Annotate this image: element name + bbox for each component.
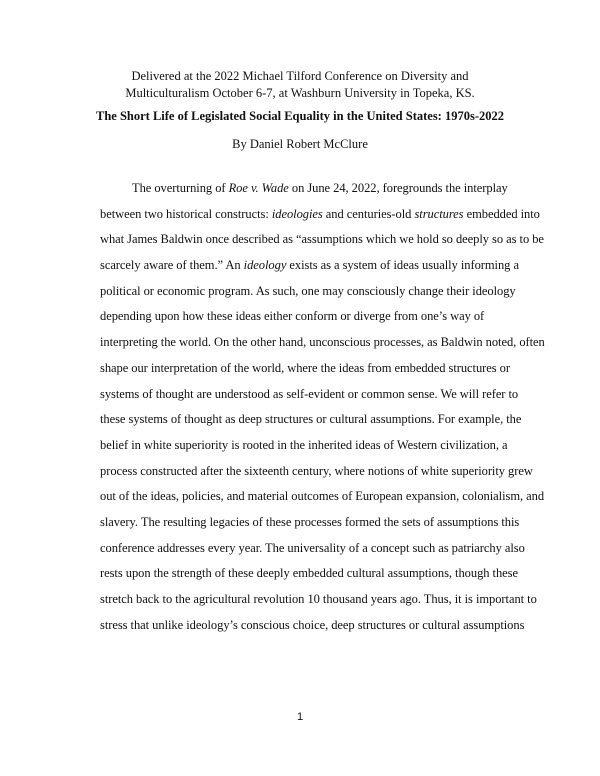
body-line bbox=[100, 589, 537, 615]
body-line bbox=[100, 204, 540, 230]
italic-term: structures bbox=[414, 206, 464, 221]
text-run: and centuries-old bbox=[322, 206, 415, 221]
body-line bbox=[100, 563, 530, 589]
conference-header bbox=[0, 68, 600, 102]
text-run: what James Baldwin once described as “assumptions which we hold so deeply so as to be bbox=[100, 232, 544, 247]
text-run: stress that unlike ideology’s conscious choice, deep structures or cultural assumptions bbox=[100, 617, 525, 632]
text-run: depending upon how these ideas either conform or diverge from one’s way of bbox=[100, 309, 485, 324]
text-run: stretch back to the agricultural revolution 10 thousand years ago. Thus, it is important to bbox=[100, 592, 537, 606]
author-byline: By Daniel Robert McClure bbox=[232, 137, 368, 151]
text-run: scarcely aware of them.” An bbox=[100, 258, 244, 273]
text-run: process constructed after the sixteenth century, where notions of white superiority grew bbox=[100, 463, 533, 478]
body-line bbox=[100, 615, 530, 641]
body-line bbox=[100, 409, 530, 435]
body-line bbox=[100, 178, 530, 204]
text-run: political or economic program. As such, one may consciously change their ideology bbox=[100, 283, 516, 298]
text-run: slavery. The resulting legacies of these processes formed the sets of assumptions this bbox=[100, 514, 520, 529]
text-run: exists as a system of ideas usually informing a bbox=[286, 258, 519, 273]
paper-title: The Short Life of Legislated Social Equality in the United States: 1970s-2022 bbox=[96, 109, 504, 123]
body-line bbox=[100, 255, 530, 281]
body-line bbox=[100, 281, 530, 307]
body-text bbox=[100, 178, 545, 640]
body-line bbox=[100, 384, 530, 410]
text-run: embedded into bbox=[463, 206, 540, 221]
text-run: these systems of thought as deep structures or cultural assumptions. For example, the bbox=[100, 412, 522, 427]
italic-term: Roe v. Wade bbox=[228, 181, 289, 195]
text-run: between two historical constructs: bbox=[100, 206, 272, 221]
body-line bbox=[100, 306, 530, 332]
text-run: out of the ideas, policies, and material outcomes of European expansion, colonialism, and bbox=[100, 489, 545, 504]
text-run: shape our interpretation of the world, where the ideas from embedded structures or bbox=[100, 360, 510, 375]
body-line bbox=[100, 358, 530, 384]
header-line: Delivered at the 2022 Michael Tilford Conference on Diversity and bbox=[131, 69, 469, 83]
body-line bbox=[100, 332, 545, 358]
header-line: Multiculturalism October 6-7, at Washburn University in Topeka, KS. bbox=[125, 86, 475, 100]
text-run: rests upon the strength of these deeply embedded cultural assumptions, though these bbox=[100, 566, 518, 581]
text-run: belief in white superiority is rooted in the inherited ideas of Western civilization, a bbox=[100, 437, 508, 452]
body-line bbox=[100, 486, 545, 512]
body-line bbox=[100, 229, 544, 255]
italic-term: ideology bbox=[243, 258, 287, 273]
text-run: The overturning of bbox=[132, 181, 229, 195]
text-run: interpreting the world. On the other hand, unconscious processes, as Baldwin noted, often bbox=[100, 335, 545, 350]
body-line bbox=[100, 435, 530, 461]
body-line bbox=[100, 512, 530, 538]
body-line bbox=[100, 538, 530, 564]
text-run: systems of thought are understood as self-evident or common sense. We will refer to bbox=[100, 386, 519, 401]
page-number: 1 bbox=[296, 711, 304, 723]
text-run: on June 24, 2022, foregrounds the interplay bbox=[288, 181, 508, 195]
text-run: conference addresses every year. The universality of a concept such as patriarchy also bbox=[100, 540, 525, 555]
body-line bbox=[100, 461, 533, 487]
italic-term: ideologies bbox=[271, 206, 323, 221]
